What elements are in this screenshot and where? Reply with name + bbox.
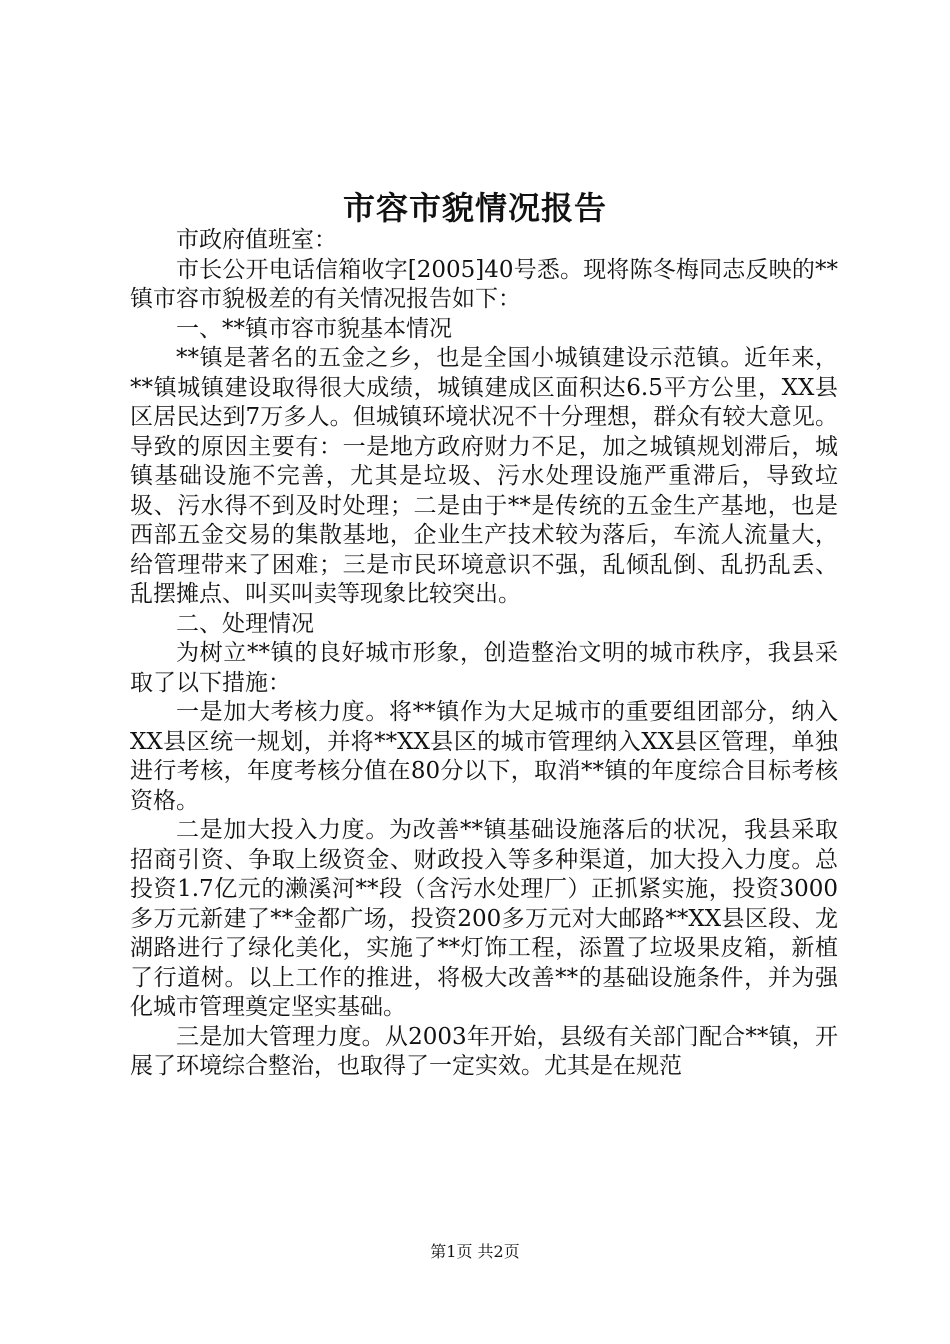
page-footer: 第1页 共2页 (430, 1242, 520, 1261)
section-heading-2: 二、处理情况 (176, 610, 314, 637)
document-body (130, 226, 838, 1082)
section-heading-1: 一、**镇市容市貌基本情况 (176, 315, 452, 342)
paragraph-measure-1: 一是加大考核力度。将**镇作为大足城市的重要组团部分，纳入XX县区统一规划，并将**XX县区的城市管理纳入XX县区管理，单独进行考核，年度考核分值在80分以下，取消**镇的年度综合目标考核资格。 (130, 699, 838, 814)
paragraph-basic-situation: **镇是著名的五金之乡，也是全国小城镇建设示范镇。近年来，**镇城镇建设取得很大成绩，城镇建成区面积达6.5平方公里，XX县区居民达到7万多人。但城镇环境状况不十分理想，群众有较大意见。导致的原因主要有：一是地方政府财力不足，加之城镇规划滞后，城镇基础设施不完善，尤其是垃圾、污水处理设施严重滞后，导致垃圾、污水得不到及时处理；二是由于**是传统的五金生产基地，也是西部五金交易的集散基地，企业生产技术较为落后，车流人流量大，给管理带来了困难；三是市民环境意识不强，乱倾乱倒、乱扔乱丢、乱摆摊点、叫买叫卖等现象比较突出。 (130, 345, 838, 607)
salutation: 市政府值班室： (176, 227, 337, 253)
paragraph-intro: 市长公开电话信箱收字[2005]40号悉。现将陈冬梅同志反映的**镇市容市貌极差的有关情况报告如下： (130, 256, 838, 312)
paragraph-measures-intro: 为树立**镇的良好城市形象，创造整治文明的城市秩序，我县采取了以下措施： (130, 640, 838, 696)
document-title: 市容市貌情况报告 (342, 189, 607, 227)
paragraph-measure-3: 三是加大管理力度。从2003年开始，县级有关部门配合**镇，开展了环境综合整治，也取得了一定实效。尤其是在规范 (130, 1023, 838, 1079)
paragraph-measure-2: 二是加大投入力度。为改善**镇基础设施落后的状况，我县采取招商引资、争取上级资金、财政投入等多种渠道，加大投入力度。总投资1.7亿元的濑溪河**段（含污水处理厂）正抓紧实施，投资3000多万元新建了**金都广场，投资200多万元对大邮路**XX县区段、龙湖路进行了绿化美化，实施了**灯饰工程，添置了垃圾果皮箱，新植了行道树。以上工作的推进，将极大改善**的基础设施条件，并为强化城市管理奠定坚实基础。 (130, 817, 838, 1020)
